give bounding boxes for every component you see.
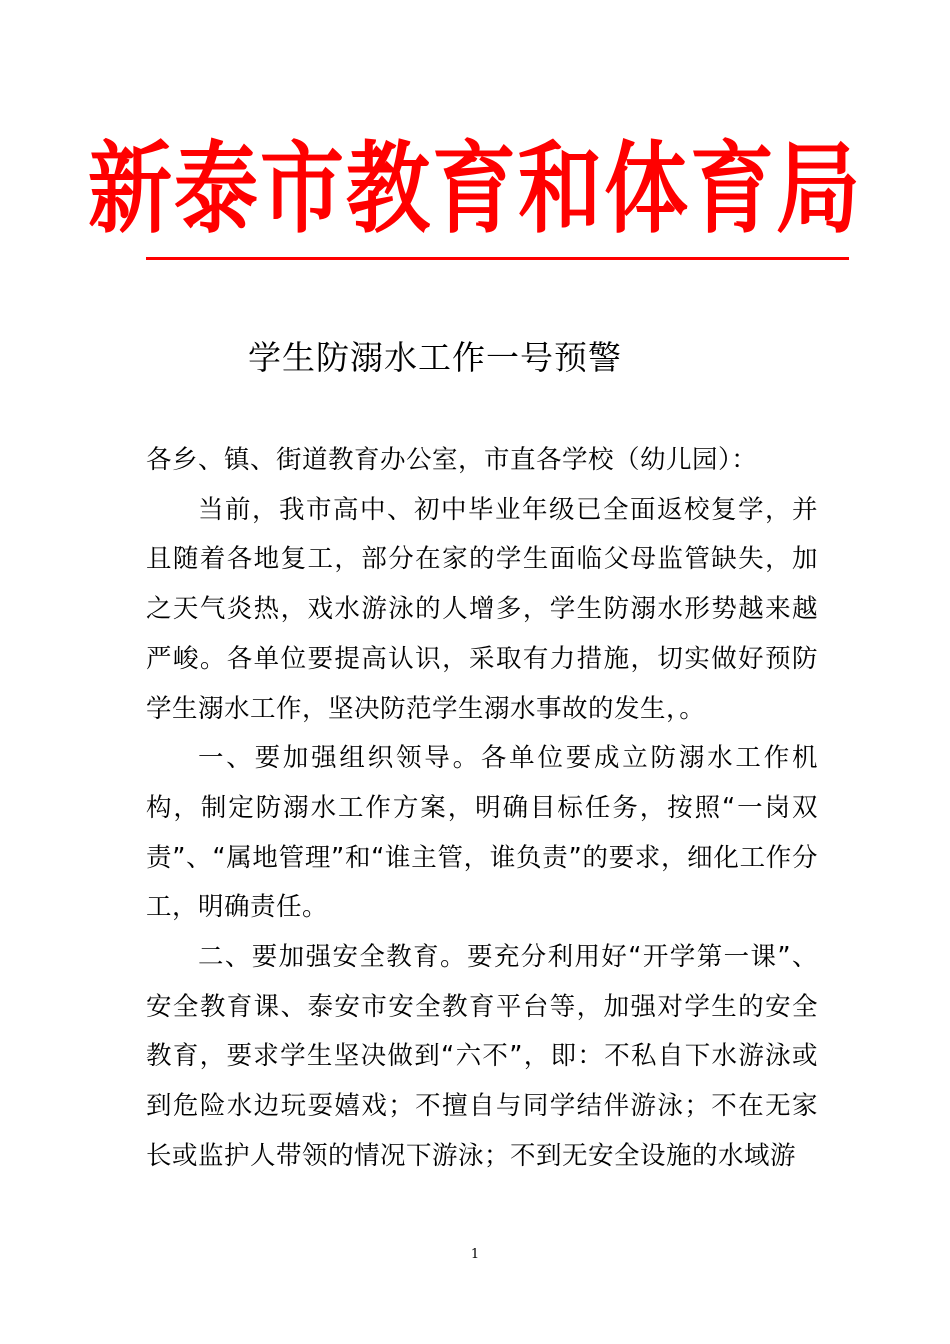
body-paragraph-intro: 当前，我市高中、初中毕业年级已全面返校复学，并且随着各地复工，部分在家的学生面临父母监管缺失，加之天气炎热，戏水游泳的人增多，学生防溺水形势越来越严峻。各单位要提高认识，采取有力措施，切实做好预防学生溺水工作，坚决防范学生溺水事故的发生，。 (146, 494, 818, 724)
letterhead-organization: 新泰市教育和体育局 (87, 130, 862, 247)
salutation: 各乡、镇、街道教育办公室，市直各学校（幼儿园）： (146, 445, 758, 475)
body-paragraph-education: 二、要加强安全教育。要充分利用好“开学第一课”、安全教育课、泰安市安全教育平台等，加强对学生的安全教育，要求学生坚决做到“六不”，即：不私自下水游泳或到危险水边玩耍嬉戏；不擅自与同学结伴游泳；不在无家长或监护人带领的情况下游泳；不到无安全设施的水域游 (146, 942, 818, 1171)
document-body (146, 436, 818, 1182)
page-number: 1 (470, 1247, 480, 1262)
body-paragraph-organization: 一、要加强组织领导。各单位要成立防溺水工作机构，制定防溺水工作方案，明确目标任务，按照“一岗双责”、“属地管理”和“谁主管，谁负责”的要求，细化工作分工，明确责任。 (146, 743, 818, 923)
document-title: 学生防溺水工作一号预警 (248, 338, 622, 377)
letterhead-divider-line (146, 257, 849, 260)
